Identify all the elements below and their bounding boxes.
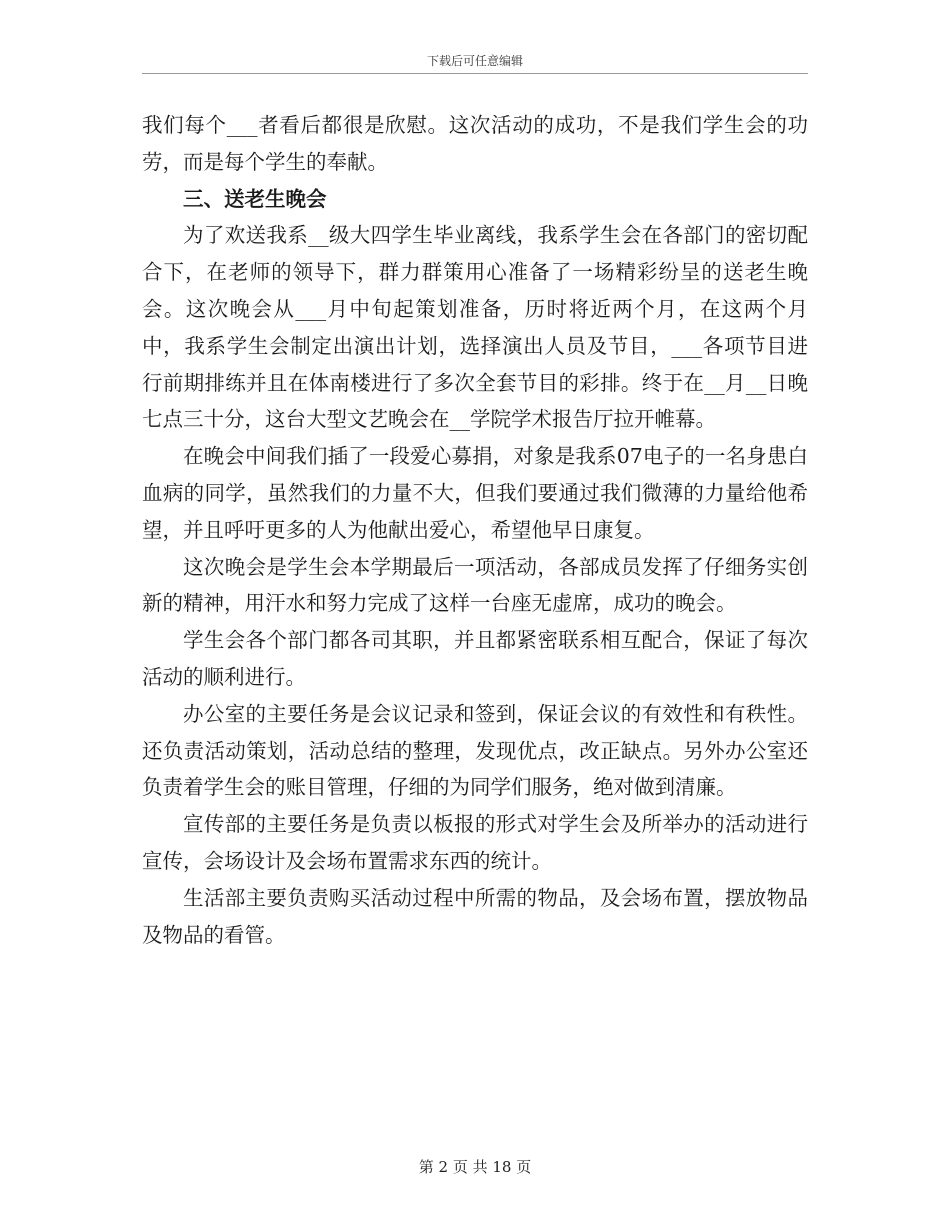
paragraph-continued: 我们每个___者看后都很是欣慰。这次活动的成功，不是我们学生会的功劳，而是每个学生的奉献。 (142, 113, 808, 174)
paragraph-farewell-party: 为了欢送我系__级大四学生毕业离线，我系学生会在各部门的密切配合下，在老师的领导下，群力群策用心准备了一场精彩纷呈的送老生晚会。这次晚会从___月中旬起策划准备，历时将近两个月，在这两个月中，我系学生会制定出演出计划，选择演出人员及节目，___各项节目进行前期排练并且在体南楼进行了多次全套节目的彩排。终于在__月__日晚七点三十分，这台大型文艺晚会在__学院学术报告厅拉开帷幕。 (142, 223, 808, 432)
page-header: 下载后可任意编辑 (426, 54, 523, 68)
paragraph-office: 办公室的主要任务是会议记录和签到，保证会议的有效性和有秩性。还负责活动策划，活动总结的整理，发现优点，改正缺点。另外办公室还负责着学生会的账目管理，仔细的为同学们服务，绝对做到清廉。 (142, 701, 808, 800)
paragraph-departments: 学生会各个部门都各司其职，并且都紧密联系相互配合，保证了每次活动的顺利进行。 (142, 628, 808, 689)
page-number: 第 2 页 共 18 页 (418, 1158, 532, 1176)
paragraph-last-activity: 这次晚会是学生会本学期最后一项活动，各部成员发挥了仔细务实创新的精神，用汗水和努力完成了这样一台座无虚席，成功的晚会。 (142, 554, 808, 616)
header-divider (142, 73, 808, 74)
paragraph-publicity: 宣传部的主要任务是负责以板报的形式对学生会及所举办的活动进行宣传，会场设计及会场布置需求东西的统计。 (142, 812, 808, 873)
document-body (142, 107, 808, 953)
paragraph-donation: 在晚会中间我们插了一段爱心募捐，对象是我系07电子的一名身患白血病的同学，虽然我们的力量不大，但我们要通过我们微薄的力量给他希望，并且呼吁更多的人为他献出爱心，希望他早日康复。 (142, 444, 808, 542)
section-heading: 三、送老生晚会 (183, 186, 327, 211)
paragraph-life-dept: 生活部主要负责购买活动过程中所需的物品，及会场布置，摆放物品及物品的看管。 (142, 885, 808, 947)
